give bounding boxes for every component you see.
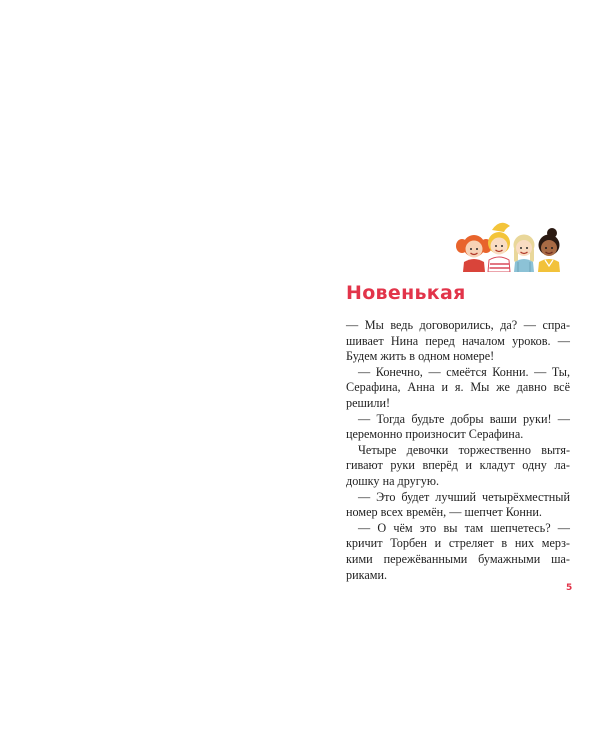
page-number: 5 xyxy=(566,583,573,593)
text-line: — Тогда будьте добры ваши руки! — xyxy=(358,411,570,426)
chapter-title: Новенькая xyxy=(346,282,466,304)
chapter-body-text xyxy=(346,318,570,583)
text-line: — Это будет лучший четырёхместный xyxy=(358,489,570,504)
text-line: кричит Торбен и стреляет в них мерз- xyxy=(346,536,570,551)
text-line: Будем жить в одном номере! xyxy=(346,349,495,364)
text-line: риками. xyxy=(346,567,388,582)
text-line: решили! xyxy=(346,395,391,410)
text-line: кими пережёванными бумажными ша- xyxy=(346,551,570,566)
text-line: — О чём это вы там шепчетесь? — xyxy=(358,520,570,535)
four-girls-illustration-icon xyxy=(452,216,566,272)
text-line: Серафина, Анна и я. Мы же давно всё xyxy=(346,380,570,395)
text-line: церемонно произносит Серафина. xyxy=(346,427,524,442)
text-line: шивает Нина перед началом уроков. — xyxy=(346,333,570,348)
girl-blonde-ponytail-icon xyxy=(488,223,510,272)
text-line: Четыре девочки торжественно вытя- xyxy=(358,442,570,457)
text-line: дошку на другую. xyxy=(346,473,440,488)
girl-red-hair-icon xyxy=(456,235,492,272)
text-line: номер всех времён, — шепчет Конни. xyxy=(346,505,542,520)
girl-dark-hair-bun-icon xyxy=(538,228,560,272)
text-line: гивают руки вперёд и кладут одну ла- xyxy=(346,458,570,473)
text-line: — Мы ведь договорились, да? — спра- xyxy=(346,318,570,332)
girl-braids-icon xyxy=(514,235,535,273)
text-line: — Конечно, — смеётся Конни. — Ты, xyxy=(358,364,570,379)
